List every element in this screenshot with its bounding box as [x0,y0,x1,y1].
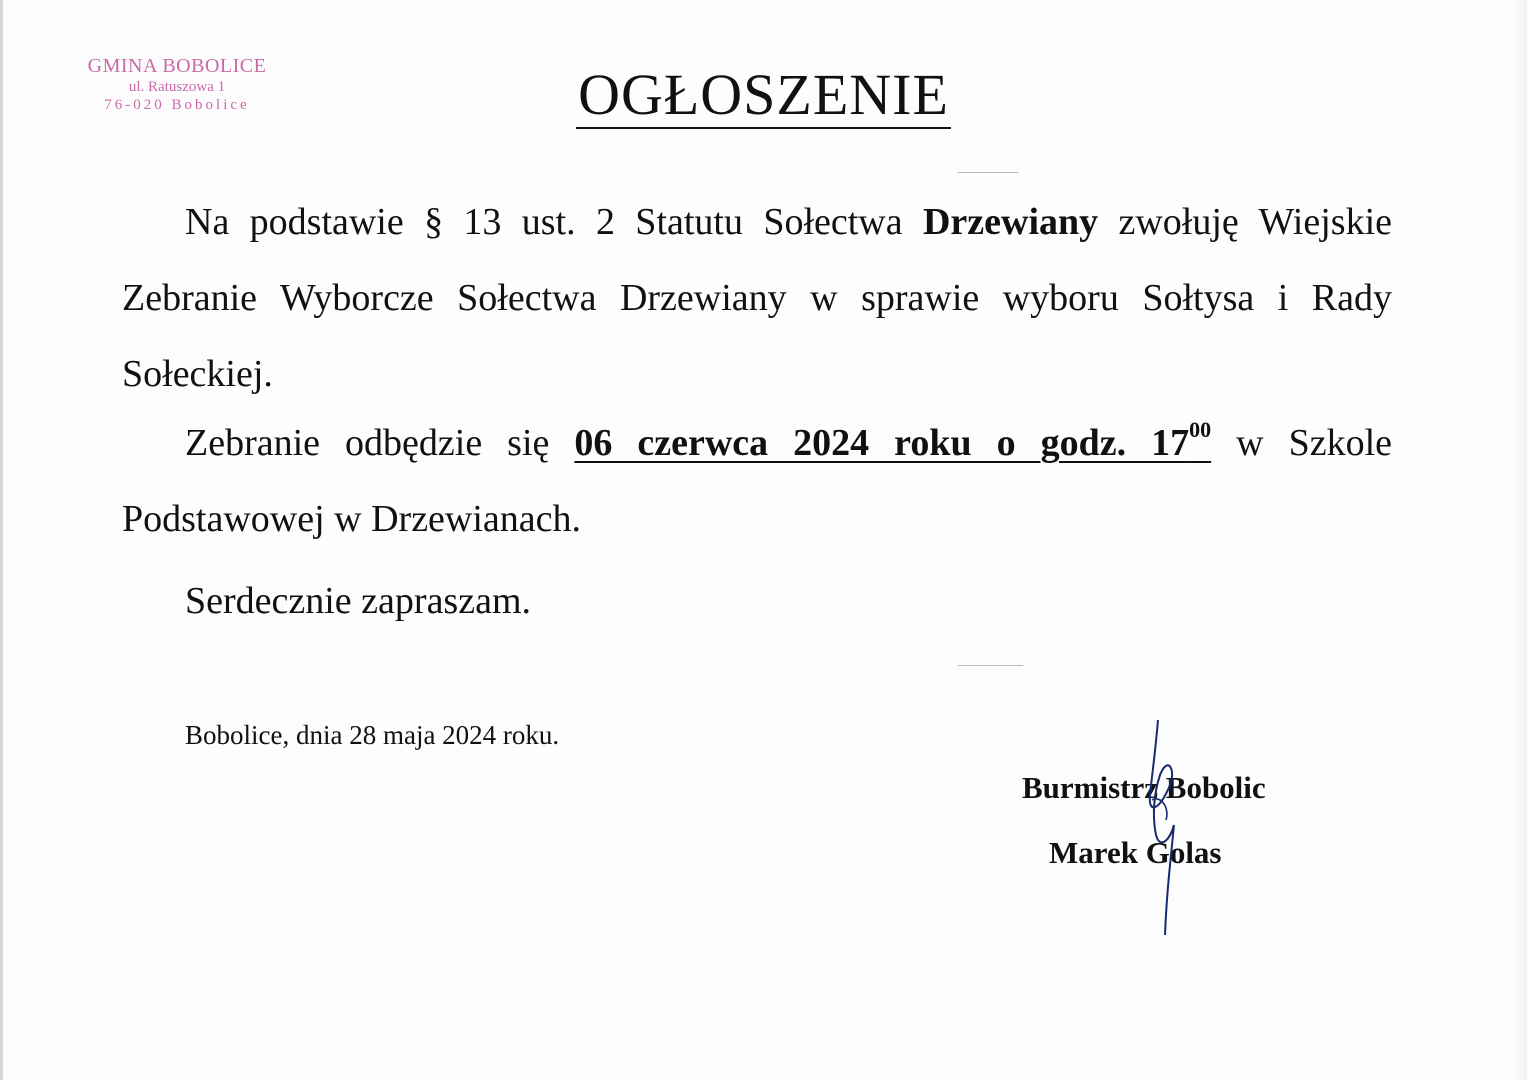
scan-mark [958,172,1018,173]
signatory-name: Marek Golas [1049,835,1222,870]
signatory-title: Burmistrz Bobolic [1022,770,1266,805]
meeting-minutes-superscript: 00 [1189,417,1212,443]
paragraph2-text-after: w Szkole Podstawowej w Drzewianach. [122,422,1392,540]
handwritten-signature [1130,715,1200,940]
paragraph-convocation [122,184,1392,412]
meeting-datetime [574,417,1212,464]
village-name-bold: Drzewiany [922,201,1099,243]
scan-mark [958,665,1023,666]
paragraph2-text-before: Zebranie odbędzie się [185,422,575,464]
stamp-line-1: GMINA BOBOLICE [87,55,267,77]
paragraph1-text-before: Na podstawie § 13 ust. 2 Statutu Sołectwa [185,201,923,243]
document-title-wrap [0,62,1527,128]
stamp-line-3: 76-020 Bobolice [104,97,250,113]
scan-edge-right [1513,0,1527,1080]
meeting-date-text: 06 czerwca 2024 roku o godz. 17 [574,422,1190,464]
document-title: OGŁOSZENIE [578,62,949,127]
place-and-date: Bobolice, dnia 28 maja 2024 roku. [185,720,560,750]
paragraph-meeting-time [122,405,1392,557]
paragraph1-text-after: zwołuję Wiejskie Zebranie Wyborcze Sołectwa Drzewiany w sprawie wyboru Sołtysa i Rady Sołeckiej. [122,201,1392,395]
stamp-line-2: ul. Ratuszowa 1 [128,79,226,95]
paragraph-invitation: Serdecznie zapraszam. [185,580,532,622]
scan-edge-left [0,0,3,1080]
